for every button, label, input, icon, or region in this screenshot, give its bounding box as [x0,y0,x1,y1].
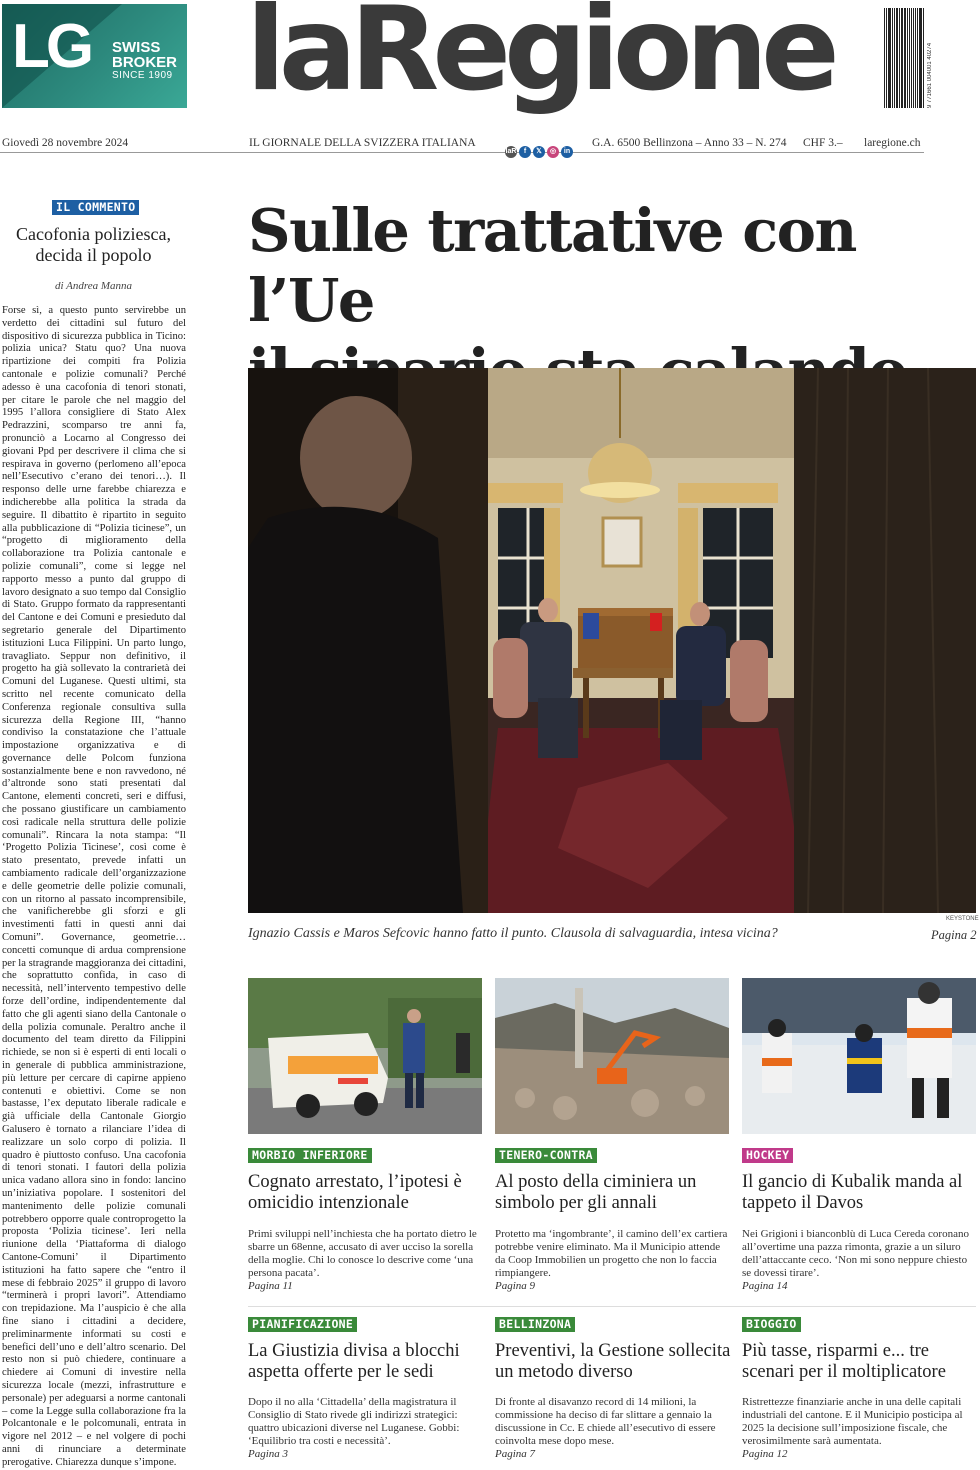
article-title-pianificazione[interactable]: La Giustizia divisa a blocchi aspetta offerte per le sedi [248,1341,460,1382]
barcode-bar [909,8,910,108]
article-photo-morbio-illustration [248,978,482,1134]
article-page-pianificazione[interactable]: Pagina 3 [248,1448,289,1460]
article-body-tenero [495,1228,731,1293]
article-photo-morbio[interactable] [248,978,482,1134]
ad-brand-line2: BROKER [112,54,178,71]
ad-brand [112,40,177,70]
lead-photo-illustration [248,368,976,913]
barcode-bar [888,8,889,108]
article-text-tenero: Protetto ma ‘ingombrante’, il camino dell’ex cartiera potrebbe venire eliminato. Ma il Municipio attende da Coop Immobilien un progetto che non lo faccia rimpiangere. [495,1228,728,1279]
article-title-tenero[interactable]: Al posto della ciminiera un simbolo per gli annali [495,1172,697,1213]
photo-credit: KEYSTONE [946,916,979,922]
barcode-bar [896,8,897,108]
barcode-bar [919,8,920,108]
barcode-bar [899,8,900,108]
caption-page-ref[interactable]: Pagina 2 [931,928,977,942]
commentary-title[interactable]: Cacofonia poliziesca, decida il popolo [16,224,171,265]
barcode-bar [901,8,903,108]
larapp-icon[interactable]: laR [505,146,517,158]
article-body-morbio [248,1228,484,1293]
masthead-title[interactable]: laRegione [246,0,833,117]
article-label-bioggio: BIOGGIO [742,1317,801,1332]
barcode-bar [894,8,895,108]
barcode-bar [886,8,887,108]
barcode-bar [884,8,885,108]
article-text-morbio: Primi sviluppi nell’inchiesta che ha portato dietro le sbarre un 68enne, accusato di aver ucciso la sorella della moglie. Chi lo conosce lo descrive come ‘una persona pacata’. [248,1228,477,1279]
photo-caption: Ignazio Cassis e Maros Sefcovic hanno fatto il punto. Clausola di salvaguardia, intesa vicina? [248,926,778,941]
ad-brand-line1: SWISS [112,39,161,56]
article-photo-hockey-illustration [742,978,976,1134]
article-body-bellinzona [495,1396,731,1458]
tagline: IL GIORNALE DELLA SVIZZERA ITALIANA [249,137,476,149]
barcode-digits: 9 771661 004001 40274 [927,42,933,108]
commentary-label: IL COMMENTO [52,200,139,215]
barcode-bar [913,8,914,108]
issue-date: Giovedì 28 novembre 2024 [2,137,129,149]
barcode-bar [904,8,905,108]
social-icons [505,146,573,158]
article-page-bellinzona[interactable]: Pagina 7 [495,1448,536,1460]
barcode-bar [892,8,893,108]
advertisement-banner[interactable] [2,4,187,108]
barcode-bar [907,8,908,108]
barcode-bar [911,8,913,108]
barcode-bar [923,8,924,108]
barcode [884,8,924,108]
article-photo-hockey[interactable] [742,978,976,1134]
article-body-pianificazione [248,1396,484,1458]
articles-divider [248,1306,976,1307]
barcode-bar [905,8,906,108]
barcode-bar [915,8,916,108]
facebook-icon[interactable]: f [519,146,531,158]
article-text-hockey: Nei Grigioni i bianconblù di Luca Cereda coronano all’overtime una pazza rimonta, grazie a un siluro dell’attaccante ceco. ‘Non mi sono neppure chiesto se dovessi tirare’. [742,1228,969,1279]
price: CHF 3.– [803,137,843,149]
article-text-bellinzona: Di fronte al disavanzo record di 14 milioni, la commissione ha deciso di far slittare a gennaio la discussione in Cc. E chiede all’esecutivo di essere coinvolta mese dopo mese. [495,1396,716,1447]
article-page-tenero[interactable]: Pagina 9 [495,1280,536,1292]
instagram-icon[interactable]: ◎ [547,146,559,158]
article-page-morbio[interactable]: Pagina 11 [248,1280,293,1292]
article-label-hockey: HOCKEY [742,1148,793,1163]
article-label-pianificazione: PIANIFICAZIONE [248,1317,357,1332]
linkedin-icon[interactable]: in [561,146,573,158]
issue-info: G.A. 6500 Bellinzona – Anno 33 – N. 274 [592,137,787,149]
article-title-bioggio[interactable]: Più tasse, risparmi e... tre scenari per il moltiplicatore [742,1341,946,1382]
article-text-pianificazione: Dopo il no alla ‘Cittadella’ della magistratura il Consiglio di Stato rivede gli indirizzi strategici: quattro ubicazioni diverse nel Luganese. Gobbi: ‘Equilibrio tra costi e necessità’. [248,1396,460,1447]
barcode-bar [889,8,891,108]
article-body-bioggio [742,1396,978,1458]
ad-since: SINCE 1909 [112,70,173,81]
commentary-author: di Andrea Manna [55,280,132,292]
article-photo-tenero[interactable] [495,978,729,1134]
article-title-hockey[interactable]: Il gancio di Kubalik manda al tappeto il Davos [742,1172,963,1213]
header-rule [0,152,924,153]
article-page-hockey[interactable]: Pagina 14 [742,1280,788,1292]
lead-photo[interactable] [248,368,976,913]
barcode-bar [897,8,898,108]
article-title-bellinzona[interactable]: Preventivi, la Gestione sollecita un metodo diverso [495,1341,731,1382]
article-photo-tenero-illustration [495,978,729,1134]
article-label-morbio: MORBIO INFERIORE [248,1148,372,1163]
article-page-bioggio[interactable]: Pagina 12 [742,1448,788,1460]
article-label-tenero: TENERO-CONTRA [495,1148,597,1163]
article-text-bioggio: Ristrettezze finanziarie anche in una delle capitali industriali del cantone. E il Municipio posticipa al 2025 la decisione sull’imposizione fiscale, che verosimilmente sarà aumentata. [742,1396,963,1447]
barcode-bar [920,8,921,108]
website-link[interactable]: laregione.ch [864,137,921,149]
ad-logo: LG [12,12,91,81]
commentary-body: Forse sì, a questo punto servirebbe un verdetto dei cittadini sul futuro del dispositivo di sicurezza pubblica in Ticino: polizia unica? Statu quo? Una nuova ripartizione dei compiti fra Polizia cantonale e polizie comunali? Perché adesso è una cacofonia di tenori stonati, per citare le parole che nel maggio del 1995 l’allora consigliere di Stato Alex Pedrazzini, scomparso tre anni fa, pronunciò a Locarno al Congresso dei giovani Ppd per descrivere il clima che si respirava in governo (perlomeno all’epoca nell’Esecutivo c’erano dei tenori…). Il responso delle urne farebbe chiarezza e indicherebbe alla politica la strada da seguire. Il dibattito è ripartito in seguito alla pubblicazione di “Polizia ticinese”, un “progetto di miglioramento della collaborazione tra Polizia cantonale e polizie comunali”, come si legge nel rapporto messo a punto dal gruppo di lavoro designato a suo tempo dal Consiglio di Stato. Gruppo formato da rappresentanti del Cantone e dei Comuni e presieduto dal segretario generale del Dipartimento istituzioni Luca Filippini. Un parto lungo, travagliato. Seppur non definitivo, il progetto ha già sollevato la contrarietà dei Comuni del Luganese. Questi ultimi, sta scritto nel recente comunicato della Conferenza regionale consultiva sulla sicurezza della Regione III, “hanno condiviso la constatazione che l’attuale impostazione organizzativa e di governance delle Polcom funziona sostanzialmente bene e non ravvedono, né d’altronde sono stati presentati dal Cantone, elementi concreti, seri e diffusi, che possano giustificare un cambiamento così radicale nella struttura delle polizie comunali”. Rincara la nota stampa: “Il ‘Progetto Polizia Ticinese’, così come è stato presentato, prevede infatti un cambiamento radicale dell’organizzazione e delle geometrie delle polizie comunali, con un ritorno al passato incomprensibile, che vanificherebbe gli sforzi e gli investimenti fatti in questi anni dai Comuni”. Governance, geometrie… concetti comunque di ardua comprensione per la stragrande maggioranza dei cittadini, che soprattutto confida, in caso di necessità, nell’intervento tempestivo delle forze dell’ordine, indipendentemente dal fatto che gli agenti siano della Cantonale o della polizia comunale. Peraltro anche il documento del team diretto da Filippini richiede, se non si è esperti di enti locali o in generale di pubblica amministrazione, più letture per cercare di capirne appieno contenuti e obiettivi. Come se non bastasse, l’ex deputato liberale radicale e già ufficiale della Cantonale Giorgio Galusero è tornato a rilanciare l’idea di realizzare un solo corpo di polizia. Il quadro è piuttosto confuso. Una cacofonia di tenori stonati. I fautori della polizia unica vadano allora sino in fondo: lancino un’iniziativa popolare. I sostenitori del mantenimento delle polizie comunali potrebbero opporre quale controprogetto la proposta ‘Polizia ticinese’. Ieri nella riunione della ‘Piattaforma di dialogo Cantone-Comuni’ il Dipartimento istituzioni ha fatto sapere che “entro il mese di febbraio 2025” il gruppo di lavoro “terminerà i propri lavori”. Attendiamo con trepidazione. Ma l’auspicio è che alla fine siano i cittadini a decidere, preliminarmente informati su costi e benefici dell’uno e dell’altro scenario. Del resto non si può chiedere, continuare a chiedere ai Comuni di investire nella sicurezza locale (mezzi, infrastrutture e personale) per adeguarsi a norme cantonali – come la Legge sulla collaborazione fra la Polcantonale e le polcomunali, entrata in vigore nel 2012 – e nel volgere di pochi anni di rinunciare a determinate prerogative. Chiarezza dunque s’impone. [2,305,186,1468]
article-label-bellinzona: BELLINZONA [495,1317,575,1332]
barcode-bar [917,8,918,108]
lead-headline-line1: Sulle trattative con l’Ue [248,196,856,335]
x-icon[interactable]: 𝕏 [533,146,545,158]
article-body-hockey [742,1228,978,1293]
article-title-morbio[interactable]: Cognato arrestato, l’ipotesi è omicidio intenzionale [248,1172,462,1213]
